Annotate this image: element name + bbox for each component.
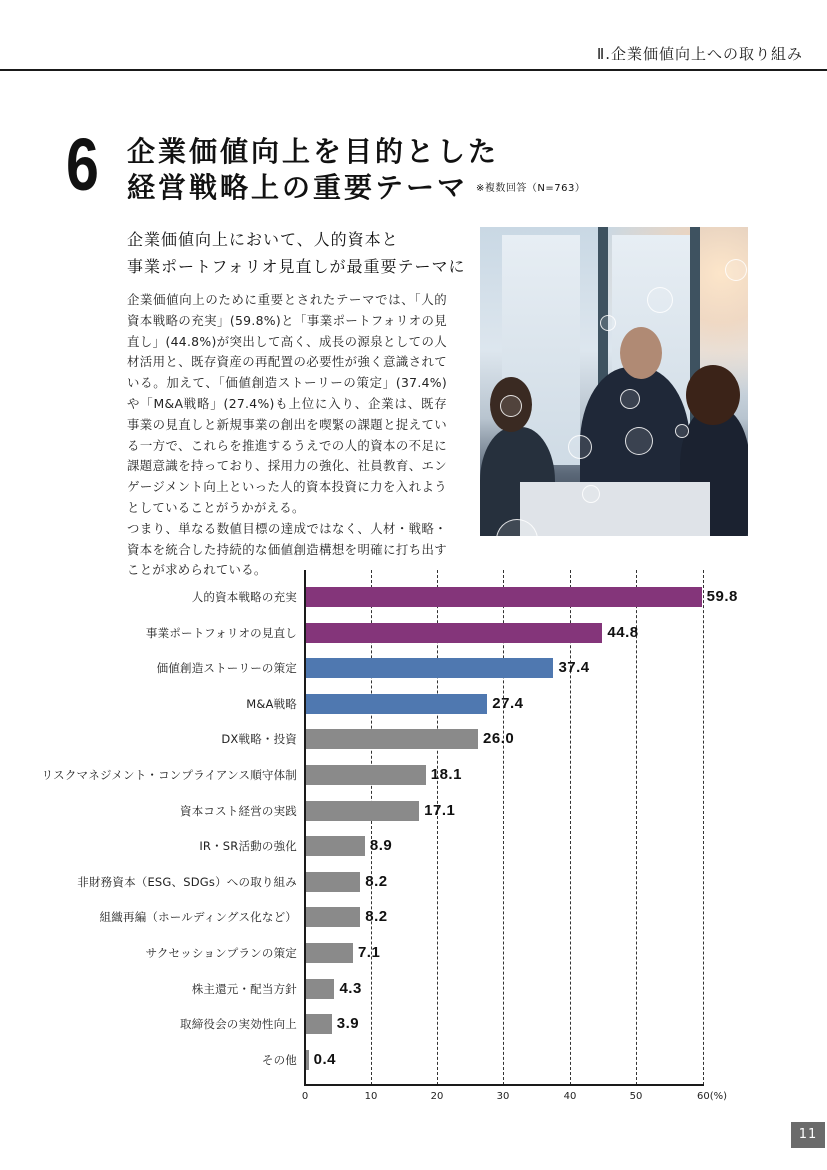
value-label: 44.8 [607,623,639,641]
network-node-icon [675,424,689,438]
bar [306,623,602,643]
network-node-icon [725,259,747,281]
value-label: 8.9 [369,837,393,855]
network-node-icon [647,287,673,313]
category-label: 資本コスト経営の実践 [180,803,297,818]
bar-row [0,801,827,821]
bar-chart [0,570,827,1110]
bar-row [0,587,827,607]
meeting-photo [480,227,748,536]
title-line-2-text: 経営戦略上の重要テーマ [127,171,469,204]
x-tick: 0 [301,1091,309,1102]
x-tick: 10 [364,1091,378,1102]
category-label: DX戦略・投資 [221,732,297,747]
network-node-icon [600,315,616,331]
category-label: 事業ポートフォリオの見直し [145,625,297,640]
bar [306,658,553,678]
network-node-icon [625,427,653,455]
body-paragraph [127,290,447,581]
bar-row [0,979,827,999]
category-label: 取締役会の実効性向上 [180,1017,297,1032]
bar [306,943,353,963]
body-text-1: 企業価値向上のために重要とされたテーマでは、「人的資本戦略の充実」(59.8%)と「事業ポートフォリオの見直し」(44.8%)が突出して高く、成長の源泉としての人材活用と、既存資産の再配置の必要性が強く意識されている。加えて、「価値創造ストーリーの策定」(37.4%)や「M&A戦略」(27.4%)も上位に入り、企業は、既存事業の見直しと新規事業の創出を喫緊の課題と捉えている一方で、これらを推進するうえでの人的資本の不足に課題意識を持っており、採用力の強化、社員教育、エンゲージメント向上といった人的資本投資に力を入れようとしていることがうかがえる。 [127,292,447,515]
value-label: 4.3 [339,979,362,997]
value-label: 0.4 [313,1050,336,1068]
network-node-icon [568,435,592,459]
value-label: 8.2 [365,872,388,890]
category-label: 価値創造ストーリーの策定 [156,661,297,676]
bar-row [0,694,827,714]
category-label: サクセッションプランの策定 [145,946,297,960]
bar [306,587,702,607]
x-tick: 30 [496,1091,510,1102]
sample-note: ※複数回答（N=763） [476,183,586,194]
category-label: 株主還元・配当方針 [191,981,297,996]
bar [306,872,360,892]
gridline-20 [437,570,438,1085]
bar-row [0,658,827,678]
category-label: その他 [261,1052,297,1067]
category-label: 人的資本戦略の充実 [191,590,297,604]
y-axis [304,570,306,1085]
network-node-icon [500,395,522,417]
x-tick: 20 [430,1091,444,1102]
value-label: 3.9 [336,1015,360,1033]
lead-heading [127,226,466,280]
bar-row [0,943,827,963]
page-title [127,134,585,207]
value-label: 26.0 [483,730,515,748]
gridline-60 [703,570,704,1085]
category-label: M&A戦略 [246,696,297,711]
x-tick: 60(%) [696,1091,728,1102]
bar-row [0,836,827,856]
bar [306,694,487,714]
bar [306,801,419,821]
bar-row [0,729,827,749]
category-label: リスクマネジメント・コンプライアンス順守体制 [41,768,297,782]
value-label: 17.1 [424,801,456,819]
value-label: 27.4 [492,694,524,712]
title-line-1: 企業価値向上を目的とした [127,135,500,168]
value-label: 59.8 [706,588,738,605]
bar-row [0,907,827,927]
bar [306,979,334,999]
network-node-icon [620,389,640,409]
person-right-head [686,365,740,425]
bar [306,729,478,749]
bar [306,1014,332,1034]
gridline-50 [636,570,637,1085]
gridline-10 [371,570,372,1085]
value-label: 18.1 [430,766,462,783]
gridline-30 [503,570,504,1085]
header-divider [0,69,827,71]
x-tick: 50 [629,1091,643,1102]
title-line-2 [127,170,585,207]
lead-line-2: 事業ポートフォリオ見直しが最重要テーマに [127,257,466,276]
value-label: 7.1 [357,944,381,961]
bar [306,836,365,856]
section-number: 6 [66,123,99,206]
lead-line-1: 企業価値向上において、人的資本と [127,230,399,249]
bar-row [0,1014,827,1034]
bar-row [0,872,827,892]
table [520,482,710,536]
value-label: 37.4 [558,659,590,677]
gridline-40 [570,570,571,1085]
x-axis [304,1084,704,1086]
bar-row [0,765,827,785]
bar-row [0,623,827,643]
network-node-icon [582,485,600,503]
bar [306,907,360,927]
category-label: 組織再編（ホールディングス化など） [99,910,297,925]
bar [306,1050,309,1070]
body-text-2: つまり、単なる数値目標の達成ではなく、人材・戦略・資本を統合した持続的な価値創造構想を明確に打ち出すことが求められている。 [127,520,447,578]
page-number: 11 [791,1122,825,1148]
person-center-head [620,327,662,379]
bar [306,765,426,785]
bar-row [0,1050,827,1070]
value-label: 8.2 [365,908,388,926]
section-header: Ⅱ.企業価値向上への取り組み [596,45,803,63]
x-tick: 40 [563,1091,577,1102]
category-label: 非財務資本（ESG、SDGs）への取り組み [77,874,297,889]
category-label: IR・SR活動の強化 [199,839,297,854]
